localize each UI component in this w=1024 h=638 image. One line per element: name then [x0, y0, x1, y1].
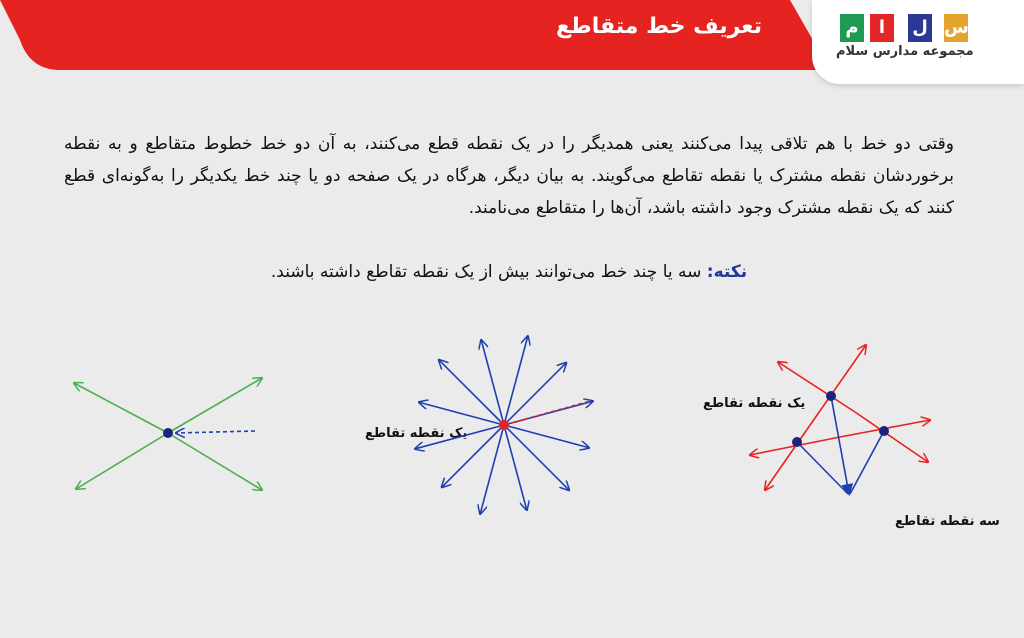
intersection-point — [499, 420, 509, 430]
logo-letter: ل — [908, 14, 932, 42]
definition-paragraph: وقتی دو خط با هم تلاقی پیدا می‌کنند یعنی همدیگر را در یک نقطه قطع می‌کنند، به آن دو خط خطوط متقاطع و به نقطه برخوردشان نقطه مشترک یا نقطه تقاطع می‌گویند. به بیان دیگر، هرگاه در یک صفحه دو یا چند خط یکدیگر را به‌گونه‌ای قطع کنند که یک نقطه مشترک وجود داشته باشد، آن‌ها را متقاطع می‌نامند. — [64, 134, 954, 218]
ray — [504, 363, 566, 425]
ray — [504, 425, 589, 448]
ray — [504, 425, 569, 490]
diagram-label: سه نقطه تقاطع — [895, 514, 1000, 529]
ray — [481, 340, 504, 425]
diagram-label: یک نقطه تقاطع — [703, 396, 806, 411]
diagram-two-lines — [74, 378, 262, 490]
diagram-label: یک نقطه تقاطع — [365, 426, 468, 441]
ray — [439, 360, 504, 425]
diagram-many-lines — [415, 336, 593, 514]
page-title: تعریف خط متقاطع — [555, 14, 762, 39]
note-text: سه یا چند خط می‌توانند بیش از یک نقطه تقاطع داشته باشند. — [270, 262, 707, 282]
ray — [504, 425, 527, 510]
logo-letter: ا — [870, 14, 894, 42]
logo-text: مجموعه مدارس سلام — [836, 44, 974, 59]
ray — [504, 336, 528, 425]
logo-letter: م — [840, 14, 864, 42]
logo-letter: س — [944, 14, 968, 42]
ray — [419, 402, 504, 425]
note-label: نکته: — [706, 262, 748, 282]
ray — [480, 425, 504, 514]
diagram-three-lines — [750, 345, 930, 494]
